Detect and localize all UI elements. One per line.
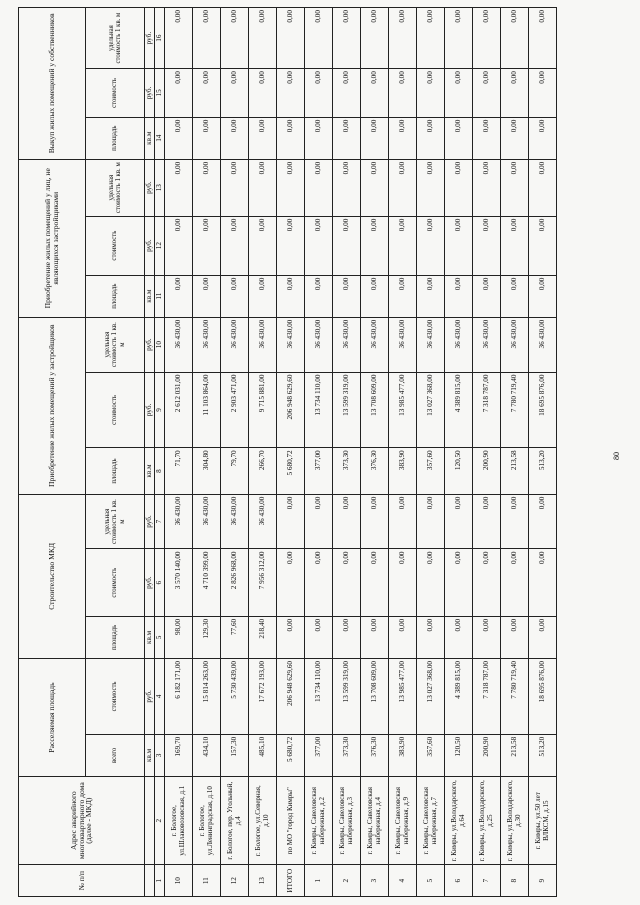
row-value: 0,00 — [445, 117, 473, 159]
col-number: 14 — [155, 117, 165, 159]
row-value: 0,00 — [501, 117, 529, 159]
row-value: 0,00 — [193, 159, 221, 216]
row-value: 13 027 368,00 — [417, 372, 445, 448]
row-value: 98,00 — [165, 616, 193, 658]
row-value: 7 780 719,40 — [501, 658, 529, 734]
row-value: 357,60 — [417, 448, 445, 494]
row-value: 36 430,00 — [445, 317, 473, 372]
unit-cell: руб. — [145, 69, 155, 117]
row-value: 120,50 — [445, 448, 473, 494]
row-value: 0,00 — [249, 8, 277, 69]
row-address: г. Бологое, ул.Шлаковозовская, д.1 — [165, 776, 193, 864]
row-value: 13 708 609,00 — [361, 372, 389, 448]
row-value: 2 612 031,00 — [165, 372, 193, 448]
row-value: 0,00 — [249, 216, 277, 275]
row-address: г. Кимры, Савеловская набережная, д.2 — [305, 776, 333, 864]
row-value: 169,70 — [165, 734, 193, 776]
row-value: 2 903 471,00 — [221, 372, 249, 448]
row-value: 17 672 193,00 — [249, 658, 277, 734]
unit-cell: кв.м — [145, 117, 155, 159]
row-value: 4 389 815,00 — [445, 372, 473, 448]
row-value: 0,00 — [361, 275, 389, 317]
row-value: 0,00 — [277, 117, 305, 159]
row-value: 0,00 — [529, 616, 557, 658]
row-value: 2 826 968,00 — [221, 549, 249, 616]
row-value: 0,00 — [417, 549, 445, 616]
subheader-area: площадь — [86, 616, 145, 658]
col-number: 7 — [155, 494, 165, 549]
row-value: 36 430,00 — [473, 317, 501, 372]
row-value: 513,20 — [529, 448, 557, 494]
row-value: 36 430,00 — [249, 317, 277, 372]
row-value: 13 734 110,00 — [305, 658, 333, 734]
row-value: 36 430,00 — [221, 317, 249, 372]
row-value: 36 430,00 — [333, 317, 361, 372]
row-number: 11 — [193, 865, 221, 897]
row-value: 0,00 — [165, 216, 193, 275]
row-address: г. Кимры, ул.Володарского, д.30 — [501, 776, 529, 864]
subheader-area: площадь — [86, 275, 145, 317]
row-value: 0,00 — [473, 69, 501, 117]
row-value: 36 430,00 — [193, 317, 221, 372]
row-value: 0,00 — [417, 616, 445, 658]
row-value: 0,00 — [445, 8, 473, 69]
row-value: 0,00 — [305, 494, 333, 549]
row-value: 0,00 — [529, 117, 557, 159]
row-value: 0,00 — [389, 549, 417, 616]
row-number: 2 — [333, 865, 361, 897]
header-row-num: № п/п — [19, 865, 145, 897]
row-value: 7 780 719,40 — [501, 372, 529, 448]
row-value: 0,00 — [305, 616, 333, 658]
subheader-area: площадь — [86, 448, 145, 494]
row-value: 0,00 — [473, 159, 501, 216]
row-value: 0,00 — [445, 616, 473, 658]
row-value: 434,10 — [193, 734, 221, 776]
row-address: г. Бологое, ул.Ленинградская, д.10 — [193, 776, 221, 864]
row-value: 0,00 — [389, 616, 417, 658]
row-value: 0,00 — [277, 69, 305, 117]
header-row-groups — [19, 8, 86, 897]
row-value: 200,90 — [473, 448, 501, 494]
row-value: 0,00 — [249, 117, 277, 159]
row-value: 129,30 — [193, 616, 221, 658]
row-value: 7 318 787,00 — [473, 372, 501, 448]
subheader-cost: стоимость — [86, 372, 145, 448]
subheader-cost: стоимость — [86, 69, 145, 117]
row-number: 12 — [221, 865, 249, 897]
row-value: 0,00 — [333, 549, 361, 616]
row-value: 0,00 — [193, 117, 221, 159]
header-purchase-non-developers: Приобретение жилых помещений у лиц, не являющихся застройщиками — [19, 159, 86, 317]
col-number: 4 — [155, 658, 165, 734]
row-value: 206 948 629,60 — [277, 372, 305, 448]
row-value: 13 027 368,00 — [417, 658, 445, 734]
row-number: 5 — [417, 865, 445, 897]
row-value: 5 730 439,00 — [221, 658, 249, 734]
subheader-unit-cost: удельная стоимость 1 кв. м — [86, 317, 145, 372]
row-value: 6 182 171,00 — [165, 658, 193, 734]
row-value: 0,00 — [305, 549, 333, 616]
table-row — [361, 8, 389, 897]
row-value: 0,00 — [277, 159, 305, 216]
row-number: 10 — [165, 865, 193, 897]
row-value: 0,00 — [305, 159, 333, 216]
col-number: 8 — [155, 448, 165, 494]
table-row — [473, 8, 501, 897]
row-value: 0,00 — [333, 117, 361, 159]
row-value: 213,58 — [501, 734, 529, 776]
row-value: 383,90 — [389, 448, 417, 494]
row-value: 0,00 — [249, 275, 277, 317]
row-value: 36 430,00 — [249, 494, 277, 549]
row-value: 13 985 477,00 — [389, 658, 417, 734]
row-value: 0,00 — [529, 69, 557, 117]
col-number: 1 — [155, 865, 165, 897]
unit-cell: руб. — [145, 494, 155, 549]
row-value: 7 318 787,00 — [473, 658, 501, 734]
row-address: г. Кимры, ул.50 лет ВЛКСМ, д.15 — [529, 776, 557, 864]
row-value: 0,00 — [473, 8, 501, 69]
row-value: 0,00 — [417, 69, 445, 117]
row-value: 0,00 — [501, 616, 529, 658]
row-value: 36 430,00 — [417, 317, 445, 372]
row-value: 0,00 — [501, 159, 529, 216]
row-value: 373,30 — [333, 734, 361, 776]
row-value: 0,00 — [221, 8, 249, 69]
row-value: 0,00 — [389, 69, 417, 117]
row-value: 0,00 — [277, 549, 305, 616]
resettlement-table — [18, 7, 557, 897]
row-value: 0,00 — [389, 117, 417, 159]
table-row — [333, 8, 361, 897]
row-value: 0,00 — [277, 494, 305, 549]
row-value: 0,00 — [361, 8, 389, 69]
row-value: 0,00 — [473, 216, 501, 275]
row-number: 1 — [305, 865, 333, 897]
row-value: 0,00 — [193, 216, 221, 275]
row-value: 376,30 — [361, 448, 389, 494]
row-value: 0,00 — [529, 8, 557, 69]
row-value: 0,00 — [165, 117, 193, 159]
row-value: 36 430,00 — [389, 317, 417, 372]
row-value: 9 715 881,00 — [249, 372, 277, 448]
row-address: г. Кимры, Савеловская набережная, д.4 — [361, 776, 389, 864]
col-number: 12 — [155, 216, 165, 275]
row-value: 0,00 — [445, 159, 473, 216]
col-number: 2 — [155, 776, 165, 864]
row-value: 0,00 — [389, 494, 417, 549]
row-value: 357,60 — [417, 734, 445, 776]
row-value: 36 430,00 — [221, 494, 249, 549]
row-value: 0,00 — [361, 159, 389, 216]
row-number: 3 — [361, 865, 389, 897]
row-value: 0,00 — [305, 275, 333, 317]
row-value: 0,00 — [529, 159, 557, 216]
row-number: 9 — [529, 865, 557, 897]
subheader-cost: стоимость — [86, 549, 145, 616]
row-value: 36 430,00 — [501, 317, 529, 372]
header-resettled-area: Расселяемая площадь — [19, 658, 86, 776]
row-value: 18 695 876,00 — [529, 372, 557, 448]
unit-cell: руб. — [145, 549, 155, 616]
col-number: 6 — [155, 549, 165, 616]
row-value: 0,00 — [473, 549, 501, 616]
row-value: 0,00 — [417, 216, 445, 275]
row-value: 36 430,00 — [277, 317, 305, 372]
table-row — [193, 8, 221, 897]
col-number: 3 — [155, 734, 165, 776]
row-number: 13 — [249, 865, 277, 897]
table-row — [501, 8, 529, 897]
row-value: 0,00 — [165, 8, 193, 69]
row-value: 11 103 864,00 — [193, 372, 221, 448]
row-value: 13 708 609,00 — [361, 658, 389, 734]
row-value: 0,00 — [417, 275, 445, 317]
row-value: 36 430,00 — [165, 494, 193, 549]
row-value: 0,00 — [221, 159, 249, 216]
table-row — [445, 8, 473, 897]
row-value: 0,00 — [473, 494, 501, 549]
row-value: 0,00 — [389, 8, 417, 69]
unit-cell: кв.м — [145, 616, 155, 658]
row-value: 0,00 — [305, 8, 333, 69]
row-value: 0,00 — [305, 117, 333, 159]
row-value: 120,50 — [445, 734, 473, 776]
row-value: 0,00 — [473, 275, 501, 317]
table-row — [529, 8, 557, 897]
row-value: 4 389 815,00 — [445, 658, 473, 734]
row-value: 18 695 876,00 — [529, 658, 557, 734]
row-number: 4 — [389, 865, 417, 897]
subheader-cost: стоимость — [86, 658, 145, 734]
row-value: 0,00 — [221, 69, 249, 117]
row-value: 0,00 — [361, 117, 389, 159]
row-value: 0,00 — [333, 159, 361, 216]
row-value: 0,00 — [305, 216, 333, 275]
row-value: 513,20 — [529, 734, 557, 776]
row-value: 7 956 312,00 — [249, 549, 277, 616]
col-number: 5 — [155, 616, 165, 658]
row-value: 0,00 — [277, 216, 305, 275]
row-value: 157,30 — [221, 734, 249, 776]
row-value: 206 948 629,60 — [277, 658, 305, 734]
row-value: 0,00 — [417, 494, 445, 549]
row-value: 4 710 399,00 — [193, 549, 221, 616]
row-value: 0,00 — [529, 494, 557, 549]
row-value: 304,80 — [193, 448, 221, 494]
row-value: 0,00 — [529, 549, 557, 616]
row-value: 0,00 — [361, 494, 389, 549]
row-value: 5 680,72 — [277, 448, 305, 494]
row-value: 0,00 — [333, 216, 361, 275]
unit-cell: кв.м — [145, 734, 155, 776]
row-value: 0,00 — [361, 549, 389, 616]
row-value: 0,00 — [501, 69, 529, 117]
row-value: 3 570 140,00 — [165, 549, 193, 616]
row-value: 485,10 — [249, 734, 277, 776]
table-body — [19, 8, 557, 897]
row-value: 0,00 — [333, 616, 361, 658]
row-value: 0,00 — [333, 494, 361, 549]
row-value: 0,00 — [501, 8, 529, 69]
row-value: 0,00 — [445, 275, 473, 317]
row-value: 0,00 — [221, 275, 249, 317]
row-value: 0,00 — [501, 216, 529, 275]
row-value: 376,30 — [361, 734, 389, 776]
row-value: 0,00 — [361, 216, 389, 275]
row-value: 13 985 477,00 — [389, 372, 417, 448]
row-value: 15 814 263,00 — [193, 658, 221, 734]
row-value: 0,00 — [529, 216, 557, 275]
row-value: 13 599 319,00 — [333, 658, 361, 734]
row-value: 0,00 — [333, 69, 361, 117]
table-row — [221, 8, 249, 897]
row-value: 36 430,00 — [193, 494, 221, 549]
row-value: 0,00 — [445, 494, 473, 549]
row-value: 0,00 — [501, 275, 529, 317]
row-value: 5 680,72 — [277, 734, 305, 776]
units-row — [145, 8, 155, 897]
col-number: 11 — [155, 275, 165, 317]
row-value: 0,00 — [221, 216, 249, 275]
row-number: ИТОГО — [277, 865, 305, 897]
row-value: 36 430,00 — [305, 317, 333, 372]
col-number: 13 — [155, 159, 165, 216]
row-value: 0,00 — [445, 69, 473, 117]
row-value: 0,00 — [277, 616, 305, 658]
row-value: 0,00 — [193, 8, 221, 69]
row-value: 36 430,00 — [361, 317, 389, 372]
row-value: 0,00 — [165, 69, 193, 117]
row-value: 0,00 — [417, 8, 445, 69]
row-value: 0,00 — [165, 159, 193, 216]
row-value: 377,00 — [305, 448, 333, 494]
row-value: 373,30 — [333, 448, 361, 494]
row-value: 71,70 — [165, 448, 193, 494]
row-value: 0,00 — [361, 69, 389, 117]
row-address: г. Кимры, Савеловская набережная, д.3 — [333, 776, 361, 864]
row-value: 383,90 — [389, 734, 417, 776]
header-purchase-developers: Приобретение жилых помещений у застройщиков — [19, 317, 86, 494]
row-value: 13 599 319,00 — [333, 372, 361, 448]
row-value: 377,00 — [305, 734, 333, 776]
col-number: 10 — [155, 317, 165, 372]
row-value: 0,00 — [249, 159, 277, 216]
unit-cell: руб. — [145, 216, 155, 275]
row-value: 79,70 — [221, 448, 249, 494]
row-value: 36 430,00 — [529, 317, 557, 372]
column-numbers-row — [155, 8, 165, 897]
row-address: г. Бологое, пер. Угольный, д.4 — [221, 776, 249, 864]
col-number: 15 — [155, 69, 165, 117]
subheader-total: всего — [86, 734, 145, 776]
row-value: 0,00 — [445, 549, 473, 616]
row-value: 0,00 — [333, 275, 361, 317]
table-row — [165, 8, 193, 897]
subheader-unit-cost: удельная стоимость 1 кв. м — [86, 159, 145, 216]
row-address: по МО "город Кимры" — [277, 776, 305, 864]
row-address: г. Кимры, Савеловская набережная, д.9 — [389, 776, 417, 864]
table-total-row — [277, 8, 305, 897]
row-value: 213,58 — [501, 448, 529, 494]
table-row — [305, 8, 333, 897]
table-row — [417, 8, 445, 897]
row-value: 0,00 — [221, 117, 249, 159]
page-number: 80 — [612, 452, 621, 460]
row-value: 0,00 — [473, 117, 501, 159]
row-number: 7 — [473, 865, 501, 897]
row-value: 0,00 — [529, 275, 557, 317]
row-number: 8 — [501, 865, 529, 897]
row-value: 13 734 110,00 — [305, 372, 333, 448]
row-value: 0,00 — [417, 159, 445, 216]
row-value: 0,00 — [249, 69, 277, 117]
subheader-area: площадь — [86, 117, 145, 159]
row-address: г. Кимры, Савеловская набережная, д.7 — [417, 776, 445, 864]
header-mkd-construction: Строительство МКД — [19, 494, 86, 658]
row-number: 6 — [445, 865, 473, 897]
unit-cell: руб. — [145, 8, 155, 69]
unit-cell: кв.м — [145, 275, 155, 317]
unit-cell: кв.м — [145, 448, 155, 494]
row-address: г. Кимры, ул.Володарского, д.25 — [473, 776, 501, 864]
unit-cell: руб. — [145, 658, 155, 734]
row-value: 0,00 — [389, 216, 417, 275]
row-value: 0,00 — [417, 117, 445, 159]
unit-cell: руб. — [145, 372, 155, 448]
row-value: 0,00 — [389, 275, 417, 317]
row-address: г. Кимры, ул.Володарского, д.64 — [445, 776, 473, 864]
row-value: 0,00 — [473, 616, 501, 658]
subheader-cost: стоимость — [86, 216, 145, 275]
table-row — [249, 8, 277, 897]
row-value: 0,00 — [277, 275, 305, 317]
row-value: 0,00 — [193, 69, 221, 117]
subheader-unit-cost: удельная стоимость 1 кв. м — [86, 8, 145, 69]
row-value: 266,70 — [249, 448, 277, 494]
unit-cell: руб. — [145, 317, 155, 372]
header-address: Адрес аварийного многоквартирного дома (далее - МКД) — [19, 776, 145, 864]
row-value: 0,00 — [501, 494, 529, 549]
row-value: 0,00 — [165, 275, 193, 317]
row-value: 0,00 — [389, 159, 417, 216]
header-buyout: Выкуп жилых помещений у собственников — [19, 8, 86, 160]
row-value: 36 430,00 — [165, 317, 193, 372]
row-value: 218,40 — [249, 616, 277, 658]
row-value: 0,00 — [193, 275, 221, 317]
row-value: 0,00 — [277, 8, 305, 69]
col-number: 16 — [155, 8, 165, 69]
row-value: 0,00 — [361, 616, 389, 658]
row-value: 77,60 — [221, 616, 249, 658]
row-value: 200,90 — [473, 734, 501, 776]
row-value: 0,00 — [305, 69, 333, 117]
row-address: г. Бологое, ул.Северная, д.10 — [249, 776, 277, 864]
subheader-unit-cost: удельная стоимость 1 кв. м — [86, 494, 145, 549]
header-row-subcolumns — [86, 8, 145, 897]
col-number: 9 — [155, 372, 165, 448]
unit-cell: руб. — [145, 159, 155, 216]
row-value: 0,00 — [333, 8, 361, 69]
row-value: 0,00 — [501, 549, 529, 616]
table-row — [389, 8, 417, 897]
row-value: 0,00 — [445, 216, 473, 275]
